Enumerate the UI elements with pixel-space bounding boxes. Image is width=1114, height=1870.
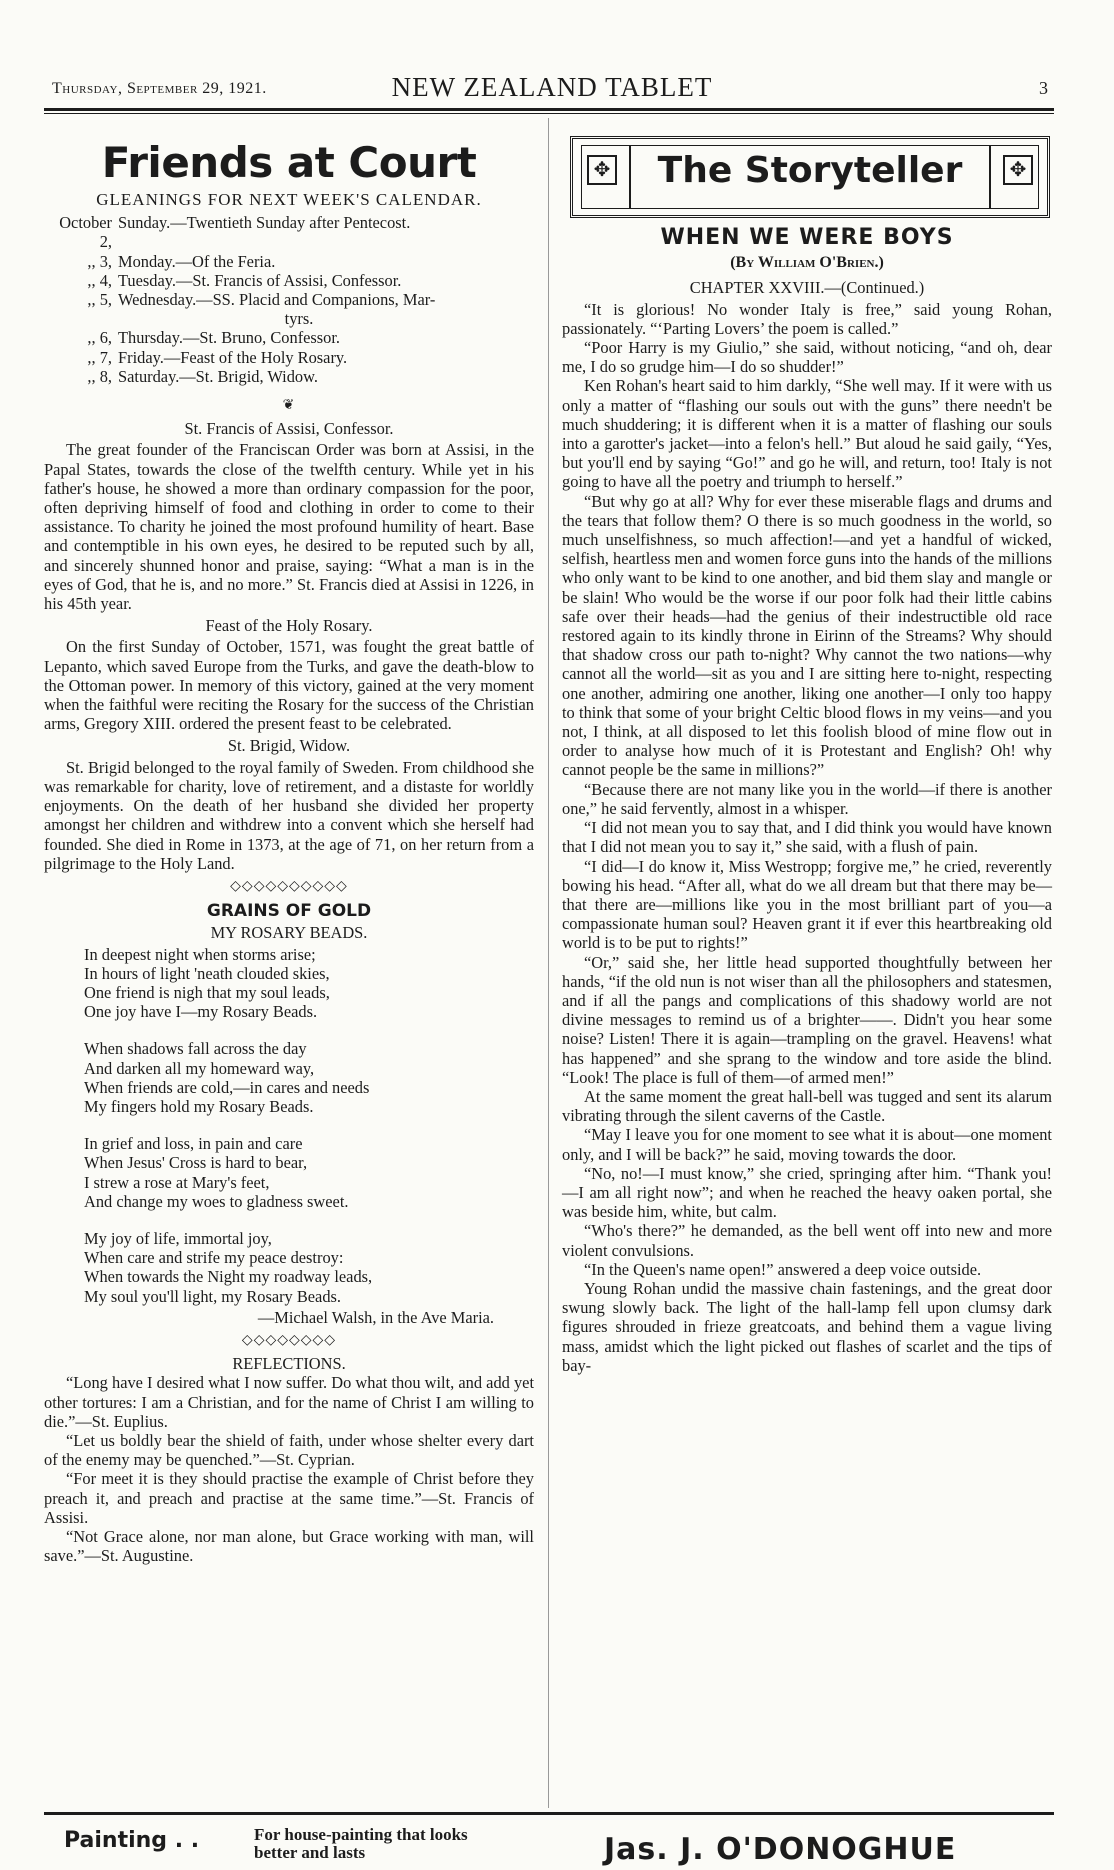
- rosary-paragraph: On the first Sunday of October, 1571, was fought the great battle of Lepanto, which saved Europe from the Turks, and gave the death-blow to the Ottoman power. In memory of this victory, gained at the very moment when the faithful were reciting the Rosary for the success of the Christian arms, Gregory XIII. ordered the present feast to be celebrated.: [44, 637, 534, 734]
- story-paragraph: “No, no!—I must know,” she cried, springing after him. “Thank you!—I am all right now”; and when he reached the heavy oaken portal, she was beside him, white, but calm.: [562, 1163, 1052, 1222]
- column-divider: [548, 118, 549, 1808]
- story-paragraph: At the same moment the great hall-bell was tugged and sent its alarum vibrating through the silent caverns of the Castle.: [562, 1086, 1052, 1126]
- calendar-row: ,, 4, Tuesday.—St. Francis of Assisi, Confessor.: [87, 270, 402, 290]
- story-paragraph: “It is glorious! No wonder Italy is free,” said young Rohan, passionately. “‘Parting Lovers’ the poem is called.”: [562, 299, 1052, 338]
- left-column: [44, 132, 534, 1565]
- footer-rule: [44, 1812, 1054, 1815]
- ornament-square-icon: ✥: [587, 155, 617, 185]
- painting-ad-text: For house-painting that looks better and lasts: [254, 1825, 468, 1862]
- story-byline: (By William O'Brien.): [730, 254, 884, 272]
- calendar-row: ,, 6, Thursday.—St. Bruno, Confessor.: [87, 328, 341, 348]
- story-paragraph: Young Rohan undid the massive chain fastenings, and the great door swung slowly back. The light of the hall-lamp fell upon clumsy dark figures shrouded in frieze greatcoats, and behind them a vague living mass, amidst which the light picked out flashes of scarlet and the tips of bay-: [562, 1278, 1052, 1375]
- francis-paragraph: The great founder of the Franciscan Order was born at Assisi, in the Papal States, towards the close of the twelfth century. While yet in his father's house, he showed a more than ordinary compassion for the poor, often depriving himself of food and clothing in order to come to their assistance. To charity he joined the most profound humility of heart. Base and contemptible in his own eyes, he desired to be reputed such by all, and sincerely shunned honor and praise, saying: “What a man is in the eyes of God, that he is, and no more.” St. Francis died at Assisi in 1226, in his 45th year.: [44, 440, 534, 614]
- calendar-subtitle: GLEANINGS FOR NEXT WEEK'S CALENDAR.: [96, 190, 482, 209]
- reflection-paragraph: “For meet it is they should practise the example of Christ before they preach it, and preach and practise at the same time.”—St. Francis of Assisi.: [44, 1469, 534, 1527]
- calendar-row: October 2, Sunday.—Twentieth Sunday after Pentecost.: [59, 213, 411, 252]
- calendar-continuation: tyrs.: [284, 309, 314, 329]
- friends-at-court-title: Friends at Court: [101, 138, 477, 187]
- painting-ad-word: Painting . .: [64, 1828, 200, 1853]
- poem: [44, 945, 534, 1306]
- header-rule-thick: [44, 108, 1054, 111]
- diamond-divider-icon: ◇◇◇◇◇◇◇◇◇◇: [230, 878, 348, 894]
- grains-of-gold-heading: GRAINS OF GOLD: [206, 901, 372, 922]
- story-paragraph: “In the Queen's name open!” answered a deep voice outside.: [584, 1259, 982, 1279]
- story-paragraph: “Poor Harry is my Giulio,” she said, without noticing, “and oh, dear me, I do so grudge him—I do so shudder!”: [562, 338, 1052, 377]
- reflection-paragraph: “Not Grace alone, nor man alone, but Grace working with man, will save.”—St. Augustine.: [44, 1527, 534, 1566]
- ornament-square-icon: ✥: [1003, 155, 1033, 185]
- story-paragraph: “Who's there?” he demanded, as the bell went off into new and more violent convulsions.: [562, 1221, 1052, 1260]
- story-paragraph: “But why go at all? Why for ever these miserable flags and drums and the tears that follow them? O there is so much goodness in the world, so much unselfishness, so much affection!—and yet a handful of wicked, selfish, heartless men and women force guns into the hands of the millions who only want to be kind to one another, and bid them slay and mangle or be slain! Who would be the worse if our poor folk had their little cabins safe over their heads—had the genius of their indestructible old race restored again to its kindly throne in Eirinn of the Streams? Why should that shadow cross our path to-night? Why cannot the two nations—why cannot all the world—sit as you and I are sitting here to-night, respecting one another, admiring one another, liking one another—I only too happy to think that some of your bright Celtic blood flows in my veins—and you not, I think, at all disposed to let this foolish blood of mine flow out in order to analyse how much of it is Protestant and English? Oh! why cannot people be the same in millions?”: [562, 491, 1052, 780]
- right-column: [562, 132, 1052, 1375]
- story-paragraph: “Because there are not many like you in the world—if there is another one,” he said fervently, almost in a whisper.: [562, 779, 1052, 818]
- brigid-heading: St. Brigid, Widow.: [227, 736, 351, 756]
- calendar-row: ,, 7, Friday.—Feast of the Holy Rosary.: [87, 347, 348, 367]
- francis-heading: St. Francis of Assisi, Confessor.: [184, 419, 394, 439]
- story-paragraph: Ken Rohan's heart said to him darkly, “She well may. If it were with us only a matter of “flashing our souls out with the guns” there needn't be much shuddering; it is different when it is a matter of flashing our souls into a garotter's jacket—into a felon's hell.” But aloud he said gaily, “Yes, but you'll end by saying “Go!” and go he will, and return, too! Italy is not going to have all the poetry and triumph to herself.”: [562, 376, 1052, 492]
- diamond-divider-icon: ◇◇◇◇◇◇◇◇: [241, 1332, 337, 1348]
- story-title: WHEN WE WERE BOYS: [660, 225, 954, 250]
- advertisement-strip: [44, 1824, 1054, 1870]
- story-paragraph: “I did—I do know it, Miss Westropp; forgive me,” he cried, reverently bowing his head. “After all, what do we all dream but that there may be—that there are—millions like you in the most brilliant part of you—a compassionate human soul? Heaven grant it if ever this heartbreaking old world is to be put to rights!”: [562, 856, 1052, 953]
- header-rule-thin: [44, 113, 1054, 114]
- poem-stanza: In grief and loss, in pain and care When Jesus' Cross is hard to bear, I strew a rose at Mary's feet, And change my woes to gladness sweet.: [84, 1134, 349, 1211]
- page-number: 3: [1039, 78, 1048, 98]
- calendar-row: ,, 5, Wednesday.—SS. Placid and Companions, Mar-: [87, 290, 436, 310]
- calendar-row: ,, 3, Monday.—Of the Feria.: [87, 251, 276, 271]
- brigid-paragraph: St. Brigid belonged to the royal family of Sweden. From childhood she was remarkable for charity, love of retirement, and a distaste for worldly enjoyments. On the death of her husband she divided her property amongst her children and withdrew into a convent which she herself had founded. She died in Rome in 1373, at the age of 71, on her return from a pilgrimage to the Holy Land.: [44, 757, 534, 873]
- rosary-heading: Feast of the Holy Rosary.: [205, 616, 373, 636]
- poem-stanza: In deepest night when storms arise; In hours of light 'neath clouded skies, One friend is nigh that my soul leads, One joy have I—my Rosary Beads.: [84, 944, 330, 1022]
- page-header: [52, 72, 1052, 104]
- chapter-heading: CHAPTER XXVIII.—(Continued.): [689, 278, 925, 298]
- calendar-list: [44, 213, 534, 386]
- calendar-row: ,, 8, Saturday.—St. Brigid, Widow.: [87, 366, 318, 386]
- story-paragraph: “May I leave you for one moment to see what it is about—one moment only, and I will be back?” he said, moving towards the door.: [562, 1125, 1052, 1164]
- reflection-paragraph: “Let us boldly bear the shield of faith, under whose shelter every dart of the enemy may be quenched.”—St. Cyprian.: [44, 1430, 534, 1470]
- story-paragraph: “I did not mean you to say that, and I did think you would have known that I did not mean you to say it,” she said, with a flush of pain.: [562, 818, 1052, 857]
- issue-date: Thursday, September 29, 1921.: [52, 80, 267, 97]
- poem-stanza: When shadows fall across the day And darken all my homeward way, When friends are cold,—in cares and needs My fingers hold my Rosary Beads.: [84, 1039, 370, 1116]
- story-paragraph: “Or,” said she, her little head supported thoughtfully between her hands, “if the old nun is not wiser than all the philosophers and statesmen, and if all the pangs and complications of this shadowy world are not divine messages to remind us of a brighter——. Didn't you hear some noise? Listen! There it is again—trampling on the gravel. Heavens! what has happened” and she sprang to the window and tore aside the blind. “Look! The place is full of them—of armed men!”: [562, 952, 1052, 1087]
- fleuron-icon: ❦: [282, 398, 296, 414]
- storyteller-title: The Storyteller: [657, 150, 963, 191]
- masthead: NEW ZEALAND TABLET: [391, 72, 713, 102]
- reflections-heading: REFLECTIONS.: [232, 1354, 346, 1374]
- reflection-paragraph: “Long have I desired what I now suffer. Do what thou wilt, and add yet other tortures: I am a Christian, and for the name of Christ I am willing to die.”—St. Euplius.: [44, 1373, 534, 1431]
- storyteller-banner: [570, 136, 1050, 218]
- poem-attribution: —Michael Walsh, in the Ave Maria.: [257, 1307, 494, 1327]
- advertiser-name: Jas. J. O'DONOGHUE: [604, 1832, 957, 1867]
- poem-stanza: My joy of life, immortal joy, When care and strife my peace destroy: When towards the Night my roadway leads, My soul you'll light, my Rosary Beads.: [84, 1228, 373, 1306]
- poem-title: MY ROSARY BEADS.: [210, 923, 368, 943]
